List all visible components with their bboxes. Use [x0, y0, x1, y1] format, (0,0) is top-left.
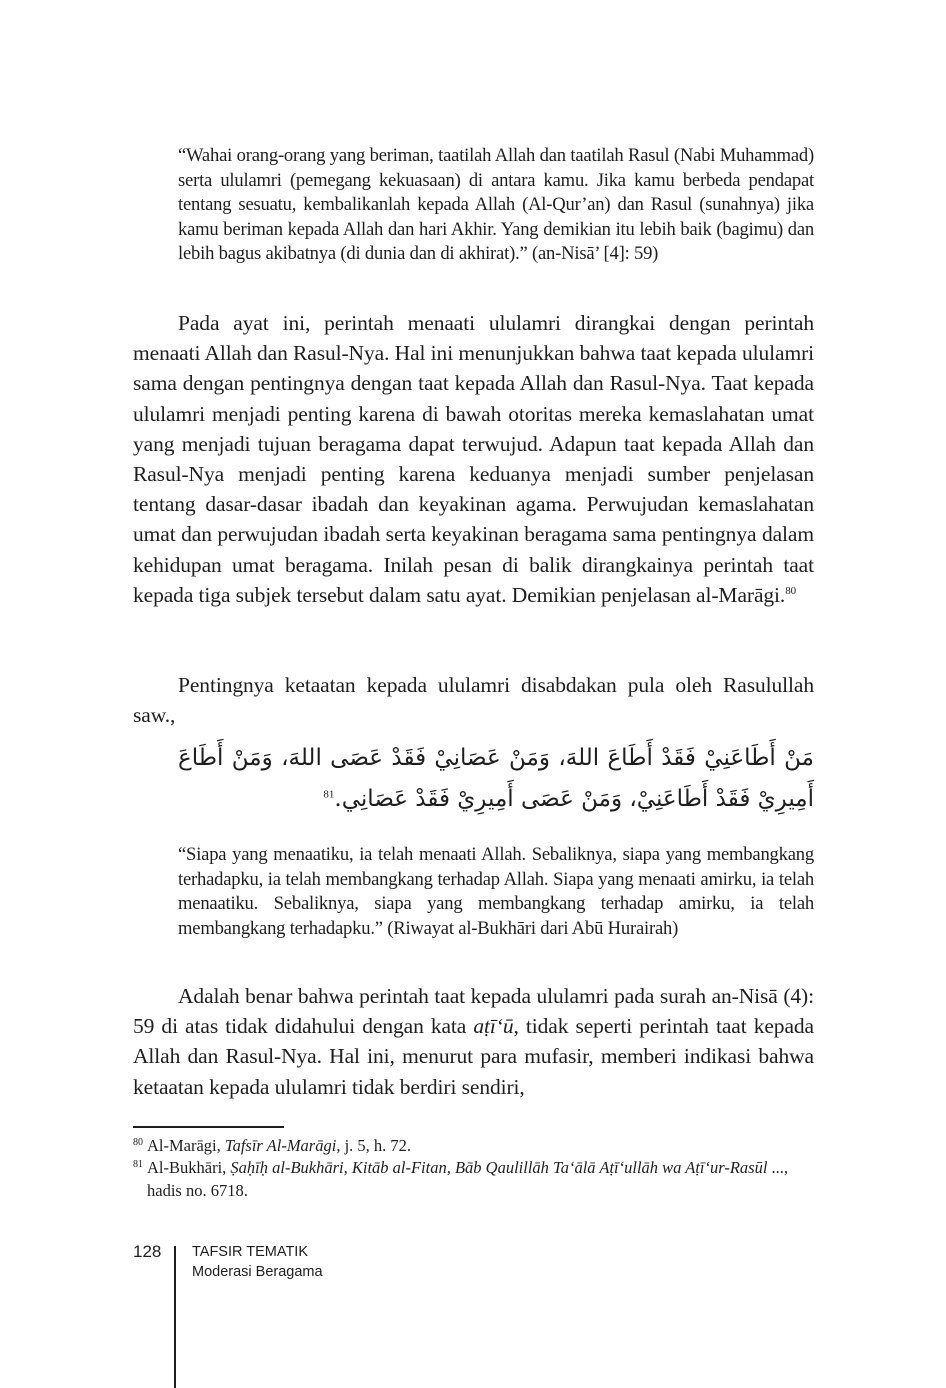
footnote-ref-81[interactable]: 81: [323, 788, 335, 801]
footnote-divider: [133, 1126, 284, 1128]
paragraph-text: Pada ayat ini, perintah menaati ululamri dirangkai dengan perintah menaati Allah dan Rasul-Nya. Hal ini menunjukkan bahwa taat kepada ululamri sama dengan pentingnya dengan taat kepada Allah dan Rasul-Nya. Taat kepada ululamri menjadi penting karena di bawah otoritas mereka kemaslahatan umat yang menjadi tujuan beragama dapat terwujud. Adapun taat kepada Allah dan Rasul-Nya menjadi penting karena keduanya menjadi sumber penjelasan tentang dasar-dasar ibadah dan keyakinan agama. Perwujudan kemaslahatan umat dan perwujudan ibadah serta keyakinan beragama sama pentingnya dalam kehidupan umat beragama. Inilah pesan di balik dirangkainya perintah taat kepada tiga subjek tersebut dalam satu ayat. Demikian penjelasan al-Marāgi.: [133, 311, 814, 607]
footnote-text: [133, 1157, 818, 1202]
paragraph-text: Pentingnya ketaatan kepada ululamri disabdakan pula oleh Rasulullah saw.,: [133, 673, 814, 728]
quote-text: “Siapa yang menaatiku, ia telah menaati Allah. Sebaliknya, siapa yang membangkang terhadapku, ia telah membangkang terhadap Allah. Siapa yang menaati amirku, ia telah menaatiku. Sebaliknya, siapa yang membangkang terhadap amirku, ia telah membangkang terhadapku.” (Riwayat al-Bukhāri dari Abū Hurairah): [178, 844, 814, 939]
book-title: TAFSIR TEMATIK: [192, 1244, 309, 1260]
footnote-80: [133, 1135, 818, 1158]
hadith-arabic-text: [178, 738, 814, 820]
hadith-translation-quote: [178, 843, 814, 941]
footnote-title: Tafsīr Al-Marāgi,: [224, 1136, 341, 1155]
quote-text: “Wahai orang-orang yang beriman, taatilah Allah dan taatilah Rasul (Nabi Muhammad) serta ululamri (pemegang kekuasaan) di antara kamu. Jika kamu berbeda pendapat tentang sesuatu, kembalikanlah kepada Allah (Al-Qur’an) dan Rasul (sunahnya) jika kamu beriman kepada Allah dan hari Akhir. Yang demikian itu lebih baik (bagimu) dan lebih bagus akibatnya (di dunia dan di akhirat).” (an-Nisā’ [4]: 59): [178, 145, 814, 264]
quran-translation-quote: [178, 144, 814, 267]
footnote-number: 80: [133, 1137, 143, 1148]
paragraph-text-after: , tidak seperti perintah taat kepada Allah dan Rasul-Nya. Hal ini, menurut para mufasir, memberi indikasi bahwa ketaatan kepada ululamri tidak berdiri sendiri,: [133, 1014, 814, 1099]
footnote-rest: ..., hadis no. 6718.: [147, 1158, 789, 1200]
paragraph-text-before: Adalah benar bahwa perintah taat kepada ululamri pada surah an-Nisā (4): 59 di atas tidak didahului dengan kata: [133, 984, 814, 1039]
body-paragraph-1: [133, 308, 814, 610]
page-number: 128: [133, 1242, 162, 1261]
book-subtitle: Moderasi Beragama: [192, 1264, 323, 1280]
arabic-text: مَنْ أَطَاعَنِيْ فَقَدْ أَطَاعَ اللهَ، وَمَنْ عَصَانِيْ فَقَدْ عَصَى اللهَ، وَمَنْ أَطَاعَ أَمِيرِيْ فَقَدْ أَطَاعَنِيْ، وَمَنْ عَصَى أَمِيرِيْ فَقَدْ عَصَانِي.: [178, 745, 814, 812]
running-footer: [192, 1242, 323, 1282]
footnote-number: 81: [133, 1159, 143, 1170]
arabic-term-italic: aṭī‘ū: [473, 1014, 514, 1039]
body-paragraph-2: [133, 670, 814, 730]
body-paragraph-3: [133, 981, 814, 1102]
footnote-rest: j. 5, h. 72.: [340, 1136, 412, 1155]
footnote-author: Al-Bukhāri,: [147, 1158, 231, 1177]
footnote-81: [133, 1157, 818, 1202]
footnote-title: Ṣaḥīḥ al-Bukhāri, Kitāb al-Fitan, Bāb Qaulillāh Ta‘ālā Aṭī‘ullāh wa Aṭī‘ur-Rasūl: [230, 1158, 768, 1177]
footer-vertical-rule: [174, 1246, 176, 1388]
footnote-text: [133, 1135, 818, 1158]
footnote-ref-80[interactable]: 80: [785, 584, 796, 597]
footnote-author: Al-Marāgi,: [147, 1136, 225, 1155]
